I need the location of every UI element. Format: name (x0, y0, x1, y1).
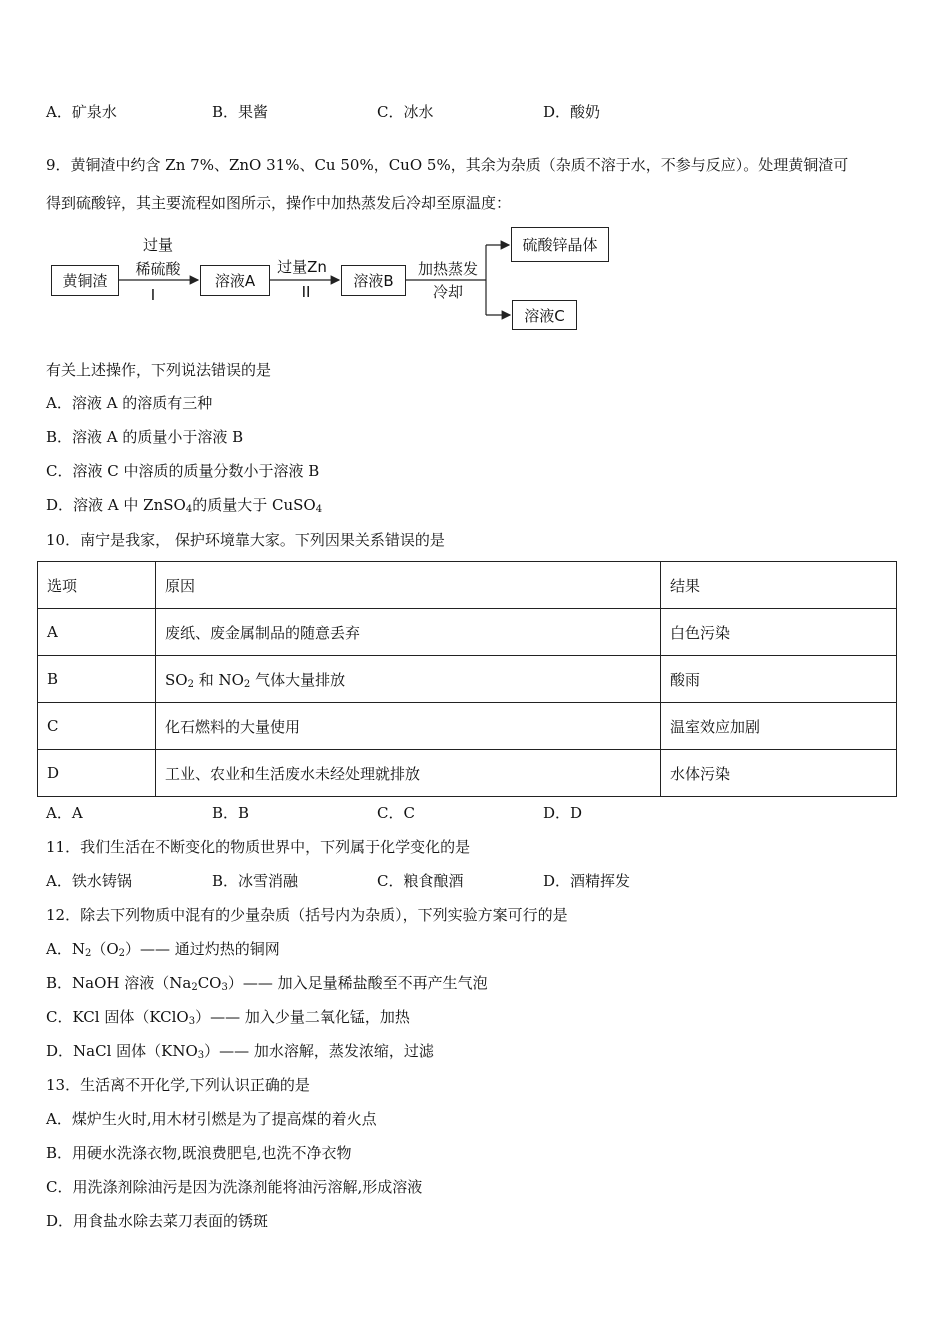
box-solution-c: 溶液C (512, 300, 577, 330)
q9-option-d: D．溶液 A 中 ZnSO$_4$的质量大于 CuSO$_4$ (46, 496, 323, 515)
box-zinc-sulfate-crystal: 硫酸锌晶体 (511, 227, 609, 262)
q9-option-c: C．溶液 C 中溶质的质量分数小于溶液 B (46, 462, 320, 480)
step1-label-mid: 稀硫酸 (135, 260, 181, 278)
q13-option-d: D．用食盐水除去菜刀表面的锈斑 (46, 1212, 269, 1230)
q9-question: 有关上述操作，下列说法错误的是 (46, 361, 272, 379)
step3-label-bottom: 冷却 (432, 283, 463, 301)
q8-option-d: D．酸奶 (543, 103, 601, 121)
table-row (38, 656, 897, 703)
q12-option-a: A．$N_2(O_2)——$ 通过灼热的铜网 (46, 940, 280, 959)
q10-option-d: D．D (543, 804, 583, 822)
q10-option-a: A．A (46, 804, 83, 822)
q11-stem: 11．我们生活在不断变化的物质世界中，下列属于化学变化的是 (46, 838, 471, 856)
row-result: 水体污染 (661, 750, 897, 797)
row-option: C (38, 703, 156, 750)
row-result: 白色污染 (661, 609, 897, 656)
box-brass-slag: 黄铜渣 (51, 265, 119, 296)
step2-label-bottom: II (301, 283, 311, 301)
table-row (38, 750, 897, 797)
box-solution-b: 溶液B (341, 265, 406, 296)
q10-option-c: C．C (377, 804, 415, 822)
q8-option-c: C．冰水 (377, 103, 434, 121)
q8-option-b: B．果酱 (212, 103, 269, 121)
q11-option-d: D．酒精挥发 (543, 872, 631, 890)
header-result: 结果 (661, 562, 897, 609)
row-result: 温室效应加剧 (661, 703, 897, 750)
q10-table (37, 561, 897, 797)
step1-label-bottom: I (150, 286, 156, 304)
q13-option-c: C．用洗涤剂除油污是因为洗涤剂能将油污溶解,形成溶液 (46, 1178, 423, 1196)
header-cause: 原因 (156, 562, 661, 609)
q11-option-a: A．铁水铸锅 (46, 872, 132, 890)
q9-option-a: A．溶液 A 的溶质有三种 (46, 394, 213, 412)
q10-stem: 10．南宁是我家， 保护环境靠大家。下列因果关系错误的是 (46, 531, 445, 549)
step3-label-top: 加热蒸发 (417, 260, 478, 278)
q12-option-b: B．NaOH 溶液$(Na_2CO_3)——$ 加入足量稀盐酸至不再产生气泡 (46, 974, 488, 993)
table-row (38, 609, 897, 656)
box-solution-a: 溶液A (200, 265, 270, 296)
q9-stem-line1: 9．黄铜渣中约含 Zn 7%、ZnO 31%、Cu 50%，CuO 5%，其余为杂质（杂质不溶于水，不参与反应）。处理黄铜渣可 (46, 156, 849, 174)
row-cause: 化石燃料的大量使用 (156, 703, 661, 750)
q10-option-b: B．B (212, 804, 250, 822)
q8-option-a: A．矿泉水 (46, 103, 117, 121)
row-option: B (38, 656, 156, 703)
row-cause: 工业、农业和生活废水未经处理就排放 (156, 750, 661, 797)
row-option: A (38, 609, 156, 656)
q13-option-a: A．煤炉生火时,用木材引燃是为了提高煤的着火点 (46, 1110, 377, 1128)
row-cause: 废纸、废金属制品的随意丢弃 (156, 609, 661, 656)
q12-option-c: C．KCl 固体（KClO$_3$）—— 加入少量二氧化锰，加热 (46, 1008, 410, 1027)
q11-option-c: C．粮食酿酒 (377, 872, 464, 890)
table-header-row (38, 562, 897, 609)
row-cause: $SO_2$ 和 $NO_2$ 气体大量排放 (156, 656, 661, 703)
q13-stem: 13．生活离不开化学,下列认识正确的是 (46, 1076, 310, 1094)
q9-stem-line2: 得到硫酸锌，其主要流程如图所示，操作中加热蒸发后冷却至原温度： (46, 194, 512, 212)
row-option: D (38, 750, 156, 797)
q11-option-b: B．冰雪消融 (212, 872, 299, 890)
row-result: 酸雨 (661, 656, 897, 703)
header-option: 选项 (38, 562, 156, 609)
table-row (38, 703, 897, 750)
q12-stem: 12．除去下列物质中混有的少量杂质（括号内为杂质），下列实验方案可行的是 (46, 906, 568, 924)
q9-option-b: B．溶液 A 的质量小于溶液 B (46, 428, 244, 446)
q13-option-b: B．用硬水洗涤衣物,既浪费肥皂,也洗不净衣物 (46, 1144, 352, 1162)
q12-option-d: D．NaCl 固体$(KNO_3)——$ 加水溶解，蒸发浓缩，过滤 (46, 1042, 434, 1061)
step1-label-top: 过量 (142, 236, 173, 254)
step2-label-top: 过量Zn (277, 258, 327, 276)
